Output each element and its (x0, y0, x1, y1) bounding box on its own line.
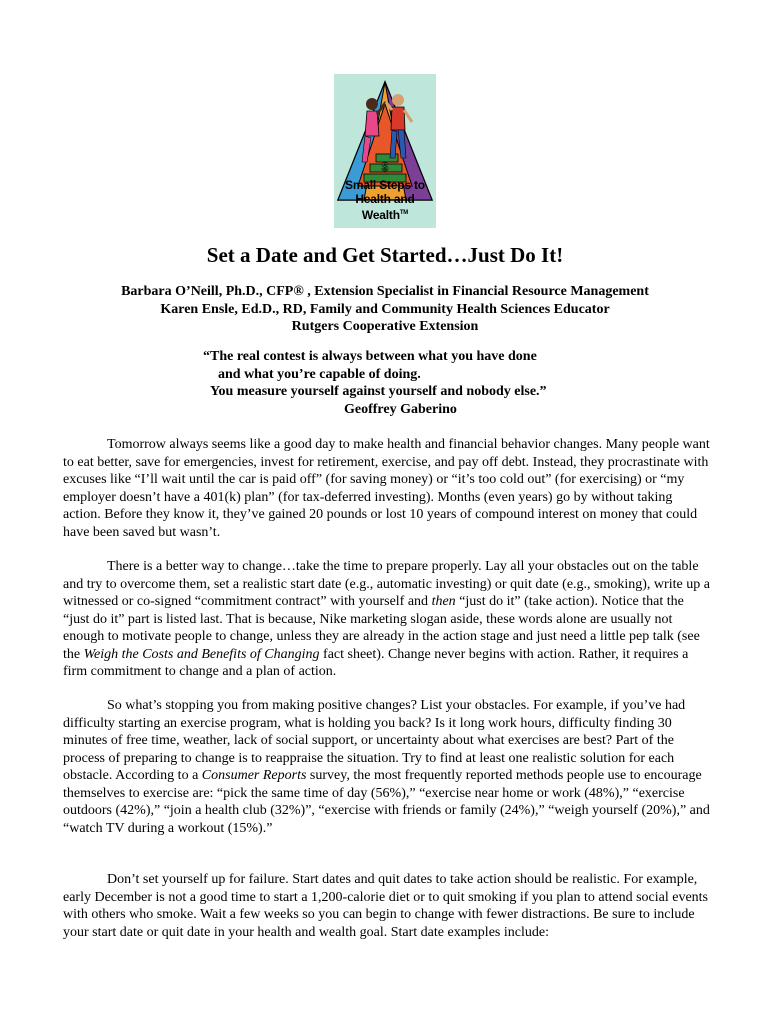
paragraph-2-emphasis-then: then (431, 594, 456, 609)
page-title: Set a Date and Get Started…Just Do It! (206, 243, 564, 267)
paragraph-2-part-c: “just do it” (take action). Notice that the “just do it” part is listed last. That is because, Nike marketing slogan aside, these words alone are usually not enough to motivate people to change, unless they are already in the action stage and just need a little pep talk (see the (63, 594, 700, 662)
quote-line-3: You measure yourself against yourself and nobody else.” (210, 384, 547, 399)
fact-sheet-title: Weigh the Costs and Benefits of Changing (83, 646, 320, 662)
logo-man-arm (404, 110, 412, 122)
paragraph-2-part-e: fact sheet). Change never begins with action. Rather, it requires a firm commitment to change and a plan of action. (63, 646, 689, 679)
paragraph-2 (63, 558, 710, 681)
paragraph-2-part-a: There is a better way to change…take the time to prepare properly. Lay all your obstacles out on the table and try to overcome them, set a realistic start date (e.g., automatic investing) or quit date (e.g., smoking), write up a witnessed or co-signed “commitment contract” with yourself and (63, 559, 710, 609)
logo-woman-body (365, 111, 379, 136)
paragraph-1-text: Tomorrow always seems like a good day to make health and financial behavior changes. Many people want to eat better, save for emergencies, invest for retirement, exercise, and pay off debt. Instead, they procrastinate with excuses like “I’ll wait until the car is paid off” (for saving money) or “it’s too cold out” (for exercising) or “my employer doesn’t have a 401(k) plan” (for tax-deferred investing). Months (even years) go by without taking action. Before they know it, they’ve gained 20 pounds or lost 10 years of compound interest on money that could have been saved but wasn’t. (63, 437, 710, 540)
logo-text-line3 (334, 206, 436, 222)
logo-dollar-sign: $ (381, 160, 389, 174)
author-block (0, 283, 770, 336)
author-line-ensle: Karen Ensle, Ed.D., RD, Family and Community Health Sciences Educator (160, 301, 610, 317)
logo-woman-head (366, 98, 378, 110)
author-affiliation: Rutgers Cooperative Extension (291, 319, 479, 334)
logo-trademark: TM (399, 210, 409, 216)
paragraph-1 (63, 436, 710, 541)
logo-man-head (392, 94, 404, 106)
logo-man-body (391, 107, 405, 130)
paragraph-4-text: Don’t set yourself up for failure. Start dates and quit dates to take action should be realistic. For example, early December is not a good time to start a 1,200-calorie diet or to quit smoking if you plan to attend social events with others who smoke. Wait a few weeks so you can begin to change with fewer distractions. Be sure to include your start date or quit date in your health and wealth goal. Start date examples include: (63, 872, 708, 940)
logo-text-wealth: Wealth (361, 208, 400, 222)
quote-attribution: Geoffrey Gaberino (344, 401, 457, 417)
paragraph-2-text (63, 558, 710, 681)
publication-title: Consumer Reports (201, 768, 307, 783)
program-logo (334, 74, 436, 228)
paragraph-3-part-a: So what’s stopping you from making positive changes? List your obstacles. For example, if you’ve had difficulty starting an exercise program, what is holding you back? Is it long work hours, difficulty finding 30 minutes of free time, weather, lack of social support, or uncertainty about what exercises are best? Part of the process of preparing to change is to reappraise the situation. Try to find at least one realistic solution for each obstacle. According to a (63, 698, 686, 783)
paragraph-3-part-c: survey, the most frequently reported methods people use to encourage themselves to exercise are: “pick the same time of day (56%),” “exercise near home or work (48%),” “exercise outdoors (42%),” “join a health club (32%)”, “exercise with friends or family (24%),” “weigh yourself (20%),” and “watch TV during a workout (15%).” (63, 768, 710, 836)
paragraph-4 (63, 871, 710, 941)
paragraph-3 (63, 697, 710, 837)
logo-text-line1: Small Steps to (345, 178, 425, 192)
paragraph-3-text (63, 697, 710, 837)
author-line-oneill: Barbara O’Neill, Ph.D., CFP® , Extension Specialist in Financial Resource Management (121, 284, 649, 299)
logo-text-line2: Health and (355, 192, 415, 206)
quote-line-1: “The real contest is always between what you have done (203, 349, 537, 364)
quote-line-2: and what you’re capable of doing. (218, 366, 421, 382)
